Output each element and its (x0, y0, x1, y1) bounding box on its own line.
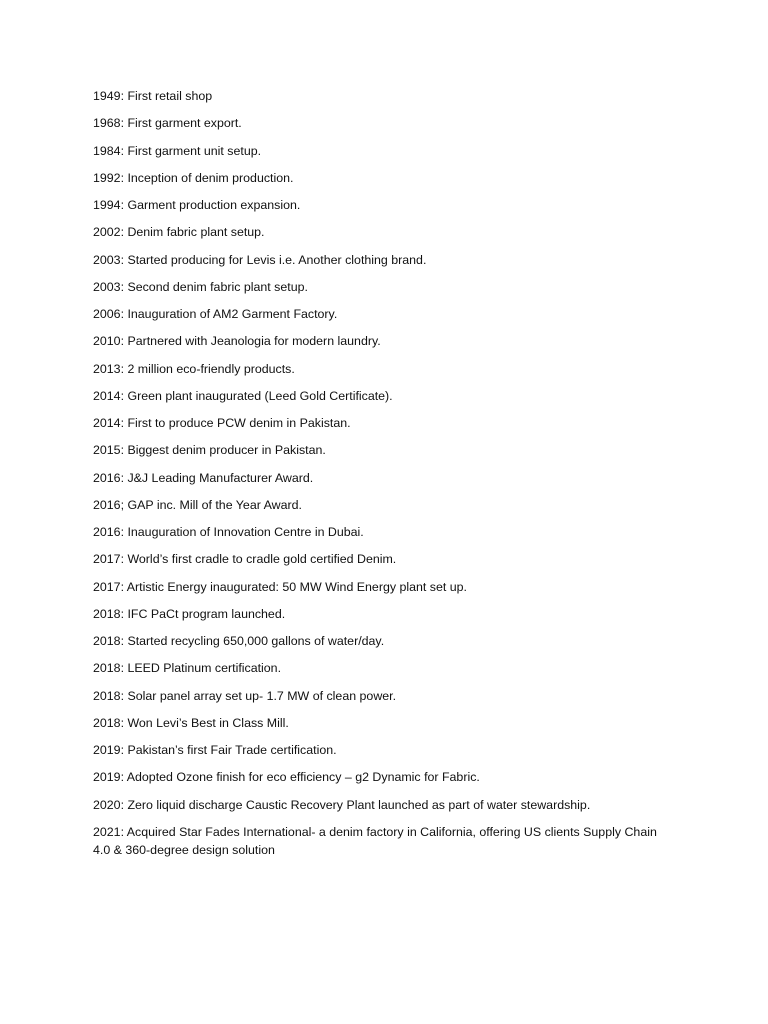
milestone-item: 2018: LEED Platinum certification. (93, 661, 282, 676)
milestone-item: 2003: Second denim fabric plant setup. (93, 279, 308, 294)
milestone-item: 2018: Won Levi’s Best in Class Mill. (93, 715, 289, 730)
milestone-item: 2021: Acquired Star Fades International- a denim factory in California, offering US clients Supply Chain 4.0 & 360-degree design solution (93, 824, 657, 857)
milestone-item: 1992: Inception of denim production. (93, 170, 294, 185)
milestone-item: 2020: Zero liquid discharge Caustic Recovery Plant launched as part of water stewardship. (93, 797, 591, 812)
milestone-item: 1949: First retail shop (93, 89, 213, 103)
milestone-item: 2018: IFC PaCt program launched. (93, 606, 286, 621)
milestone-item: 2003: Started producing for Levis i.e. Another clothing brand. (93, 252, 427, 267)
milestone-item: 2002: Denim fabric plant setup. (93, 225, 265, 240)
milestone-item: 2019: Adopted Ozone finish for eco efficiency – g2 Dynamic for Fabric. (93, 770, 480, 785)
milestone-item: 2017: World’s first cradle to cradle gold certified Denim. (93, 552, 397, 567)
milestone-item: 2017: Artistic Energy inaugurated: 50 MW Wind Energy plant set up. (93, 579, 467, 594)
milestone-item: 1984: First garment unit setup. (93, 143, 262, 158)
milestone-item: 2010: Partnered with Jeanologia for modern laundry. (93, 334, 381, 349)
milestone-item: 2016: J&J Leading Manufacturer Award. (93, 470, 314, 485)
milestone-item: 2018: Started recycling 650,000 gallons of water/day. (93, 634, 385, 648)
milestone-item: 2019: Pakistan’s first Fair Trade certification. (93, 743, 337, 757)
milestone-item: 2014: First to produce PCW denim in Pakistan. (93, 416, 351, 430)
milestone-item: 1994: Garment production expansion. (93, 198, 301, 212)
milestone-item: 2006: Inauguration of AM2 Garment Factory. (93, 307, 338, 321)
milestone-item: 2018: Solar panel array set up- 1.7 MW of clean power. (93, 688, 397, 703)
milestone-item: 2014: Green plant inaugurated (Leed Gold Certificate). (93, 388, 393, 403)
milestone-item: 1968: First garment export. (93, 116, 242, 131)
milestone-item: 2016: Inauguration of Innovation Centre in Dubai. (93, 525, 364, 539)
milestone-item: 2015: Biggest denim producer in Pakistan. (93, 443, 326, 458)
milestone-item: 2013: 2 million eco-friendly products. (93, 361, 295, 376)
milestone-item: 2016; GAP inc. Mill of the Year Award. (93, 497, 302, 512)
milestone-list (93, 87, 673, 868)
